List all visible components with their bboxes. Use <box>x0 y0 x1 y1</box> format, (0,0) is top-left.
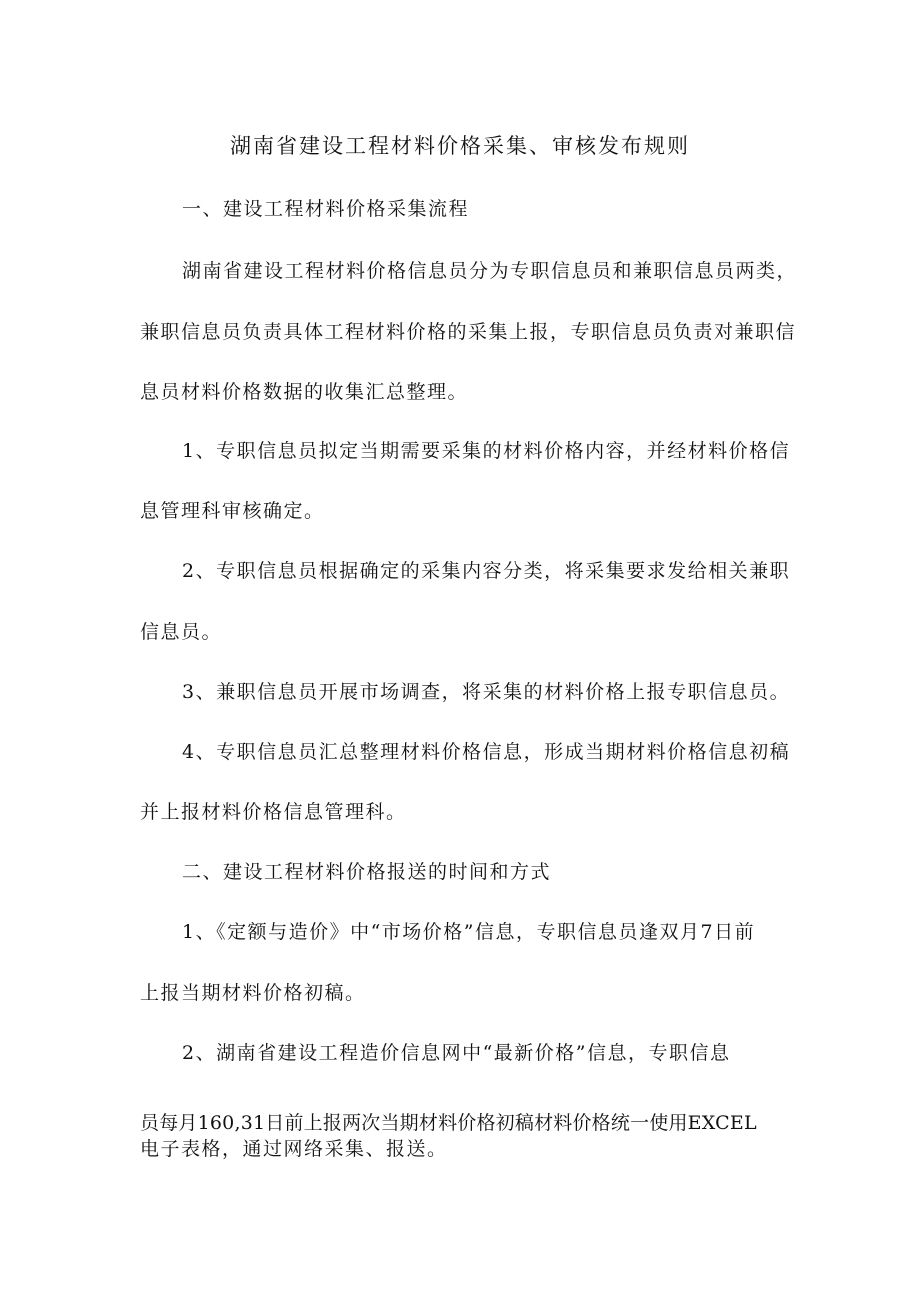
paragraph-line: 员每月160,31日前上报两次当期材料价格初稿材料价格统一使用EXCEL <box>140 1112 757 1134</box>
paragraph-line: 2、专职信息员根据确定的采集内容分类，将采集要求发给相关兼职 <box>182 560 791 582</box>
paragraph-line: 上报当期材料价格初稿。 <box>140 982 366 1004</box>
section-heading-1: 一、建设工程材料价格采集流程 <box>182 198 470 220</box>
paragraph-line: 1、《定额与造价》中“市场价格”信息，专职信息员逢双月7日前 <box>182 921 756 943</box>
document-title: 湖南省建设工程材料价格采集、审核发布规则 <box>230 134 690 158</box>
section-heading-2: 二、建设工程材料价格报送的时间和方式 <box>182 861 552 883</box>
paragraph-line: 息管理科审核确定。 <box>140 500 325 522</box>
paragraph-line: 兼职信息员负责具体工程材料价格的采集上报，专职信息员负责对兼职信 <box>140 321 797 343</box>
paragraph-line: 2、湖南省建设工程造价信息网中“最新价格”信息，专职信息 <box>182 1042 731 1064</box>
paragraph-line: 湖南省建设工程材料价格信息员分为专职信息员和兼职信息员两类， <box>182 260 798 282</box>
paragraph-line: 并上报材料价格信息管理科。 <box>140 801 407 823</box>
paragraph-line: 1、专职信息员拟定当期需要采集的材料价格内容，并经材料价格信 <box>182 440 791 462</box>
paragraph-line: 息员材料价格数据的收集汇总整理。 <box>140 381 469 403</box>
paragraph-line: 4、专职信息员汇总整理材料价格信息，形成当期材料价格信息初稿 <box>182 741 791 763</box>
paragraph-line: 信息员。 <box>140 621 223 643</box>
paragraph-line: 电子表格，通过网络采集、报送。 <box>140 1138 448 1160</box>
paragraph-line: 3、兼职信息员开展市场调查，将采集的材料价格上报专职信息员。 <box>182 681 791 703</box>
